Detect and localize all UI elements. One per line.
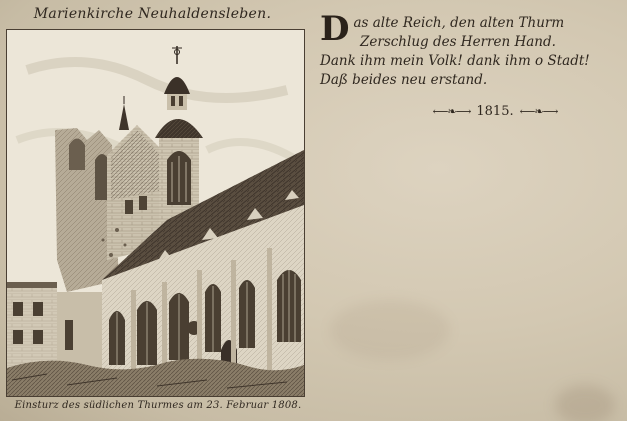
poem-line-4: Daß beides neu erstand. — [320, 72, 488, 88]
flourish-left-icon: ⟵❧⟶ — [432, 105, 471, 118]
illustration-caption: Einsturz des südlichen Thurmes am 23. Februar 1808. — [14, 400, 302, 411]
paper-stain — [555, 385, 615, 421]
paper-stain — [330, 300, 450, 360]
church-engraving — [7, 30, 304, 396]
card-title: Marienkirche Neuhaldensleben. — [33, 6, 272, 22]
poem-initial: D — [320, 9, 350, 49]
flourish-right-icon: ⟵❧⟶ — [519, 105, 558, 118]
poem — [320, 9, 625, 90]
church-illustration — [6, 29, 305, 397]
poem-line-2: Zerschlug des Herren Hand. — [360, 34, 556, 50]
poem-line-3: Dank ihm mein Volk! dank ihm o Stadt! — [320, 53, 590, 69]
year: 1815. — [476, 104, 514, 119]
year-line — [420, 104, 570, 119]
poem-line-1: as alte Reich, den alten Thurm — [353, 15, 565, 31]
